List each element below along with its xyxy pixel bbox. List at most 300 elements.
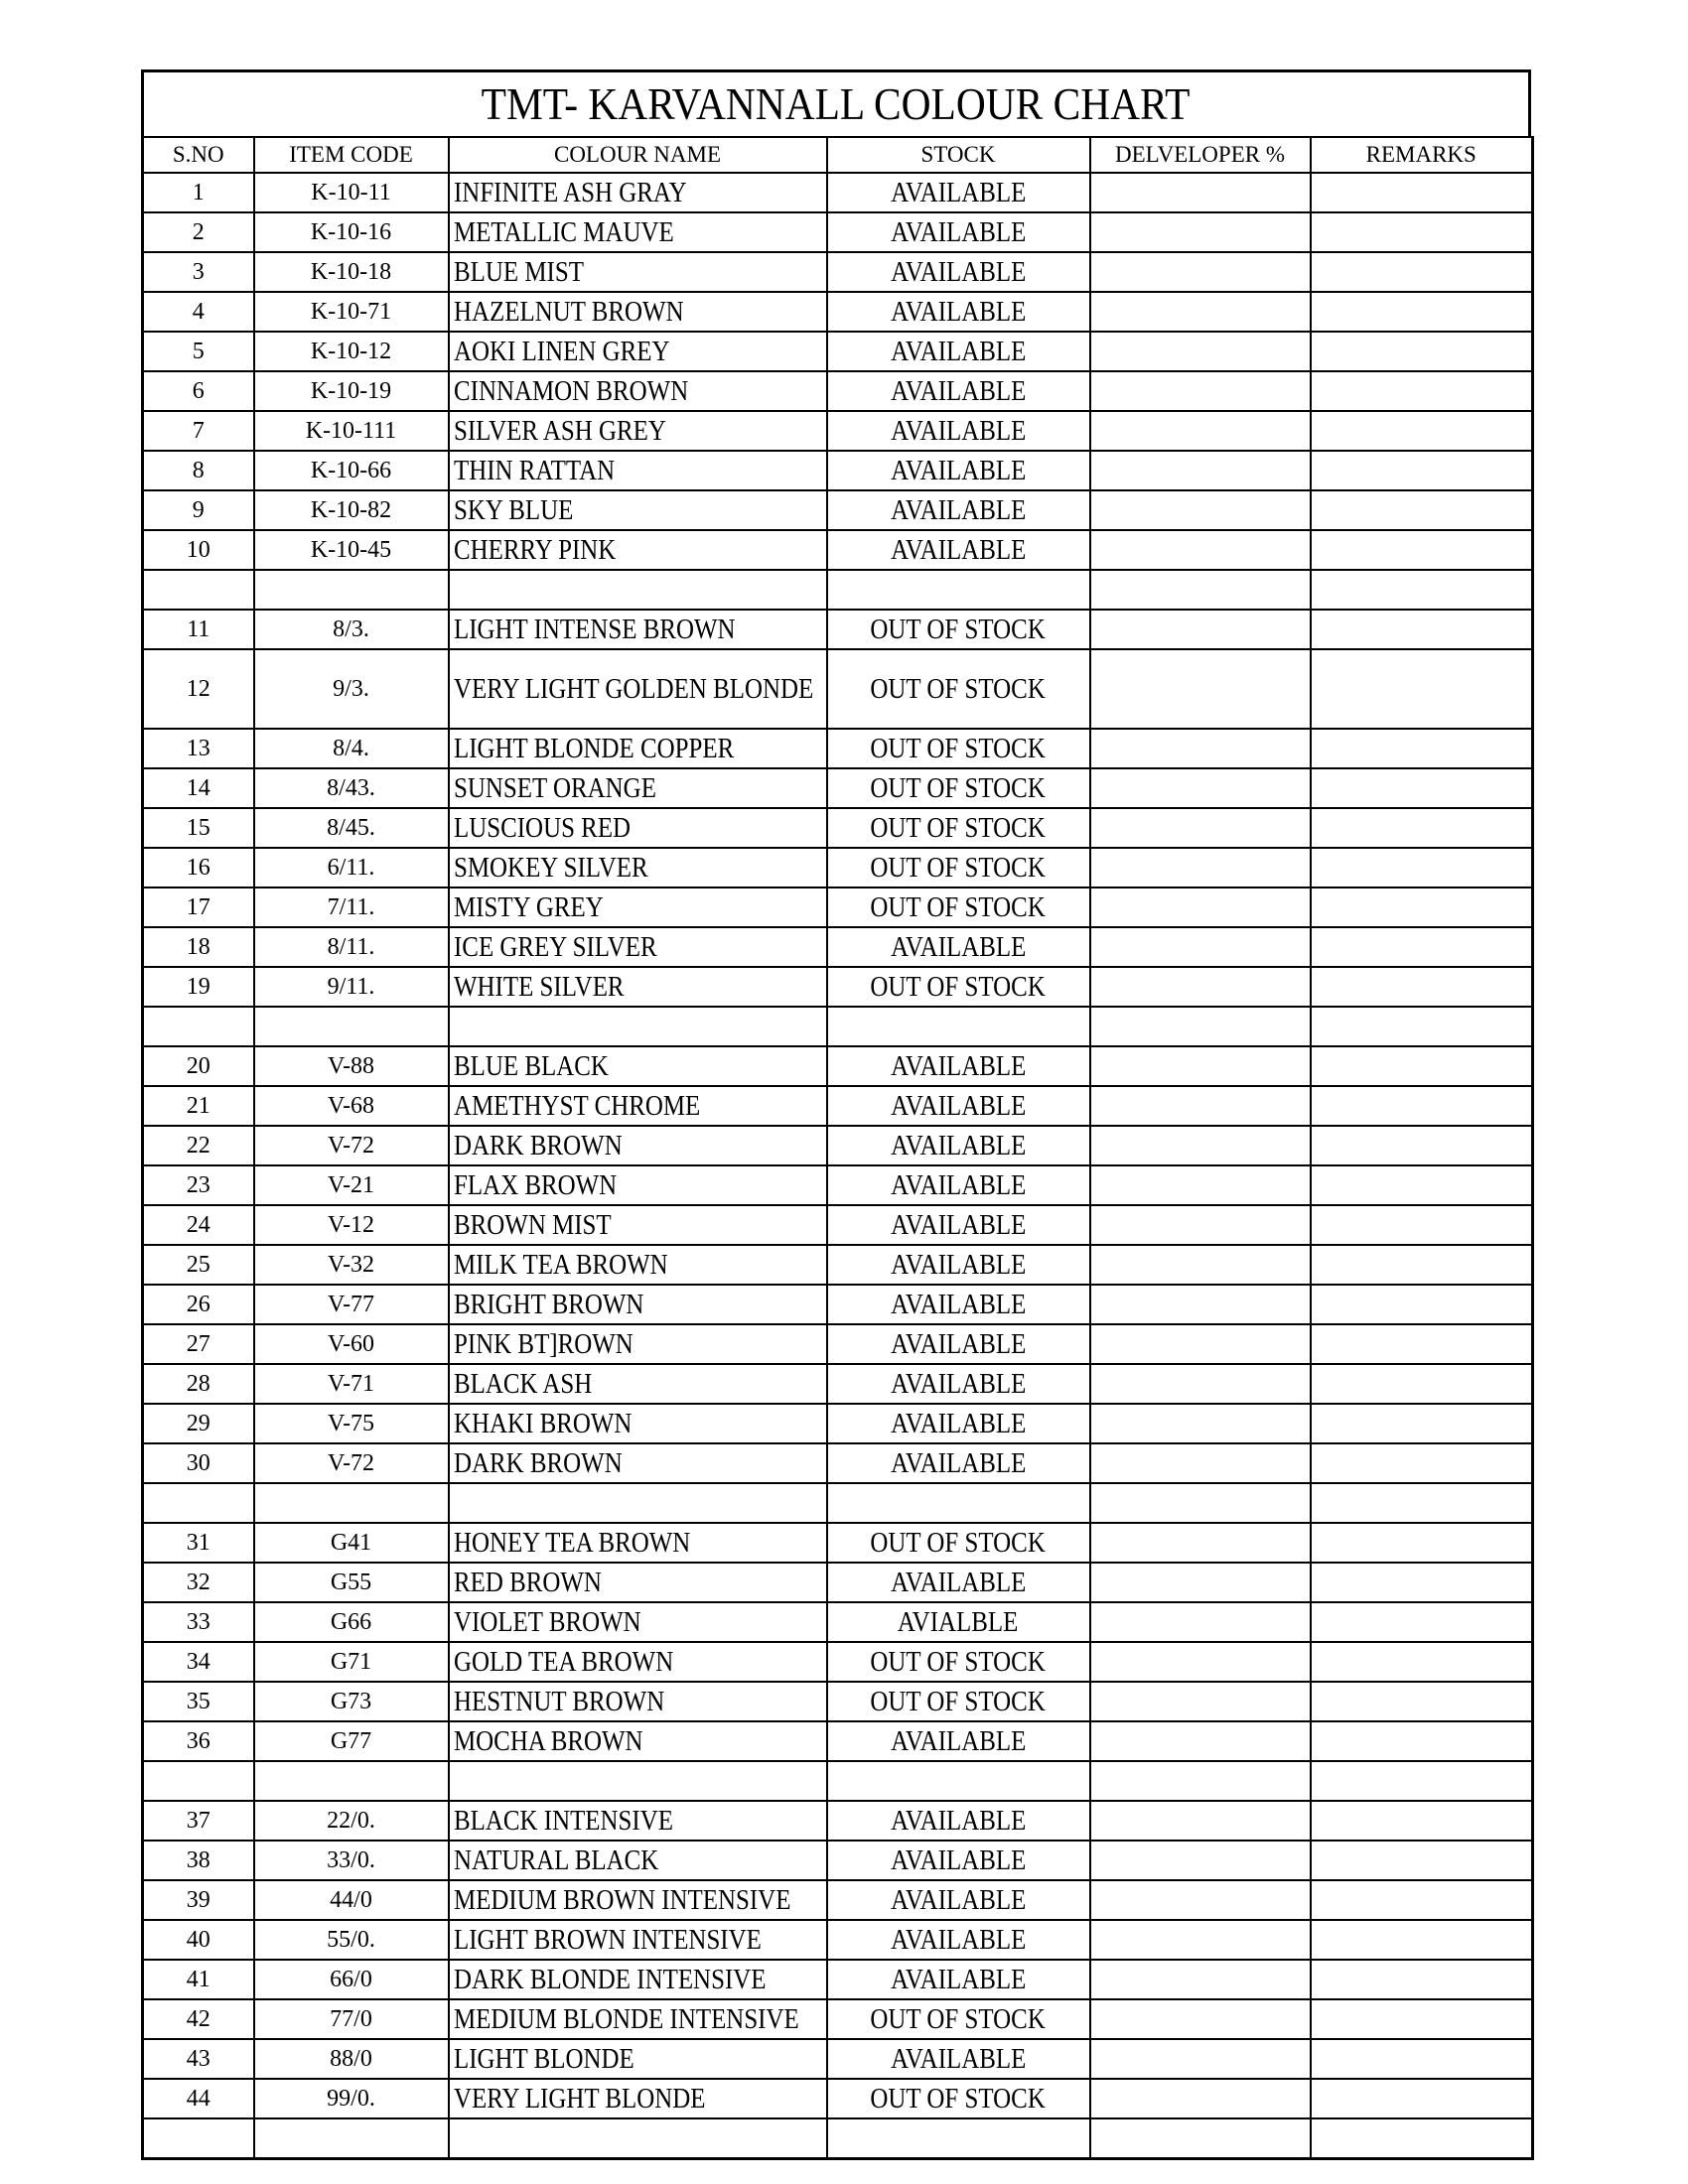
cell-stock [827, 490, 1090, 530]
cell-stock [827, 1126, 1090, 1165]
cell-remarks [1311, 1126, 1533, 1165]
cell-item-code: G71 [254, 1642, 449, 1682]
cell-stock [827, 1999, 1090, 2039]
cell-colour-name [449, 2079, 827, 2118]
cell-colour-name [449, 610, 827, 649]
cell-sno: 42 [143, 1999, 254, 2039]
cell-stock [827, 1404, 1090, 1443]
cell-developer [1090, 1086, 1311, 1126]
cell-colour-name [449, 1245, 827, 1285]
cell-sno: 26 [143, 1285, 254, 1324]
cell-item-code: K-10-66 [254, 451, 449, 490]
table-row [143, 1920, 1533, 1960]
cell-stock-text: OUT OF STOCK [870, 852, 1047, 884]
cell-sno [143, 2118, 254, 2159]
cell-item-code: G77 [254, 1721, 449, 1761]
cell-remarks [1311, 967, 1533, 1007]
cell-item-code: V-32 [254, 1245, 449, 1285]
cell-stock [827, 1602, 1090, 1642]
cell-sno: 28 [143, 1364, 254, 1404]
table-row [143, 490, 1533, 530]
cell-colour-name [449, 1721, 827, 1761]
cell-stock [827, 1920, 1090, 1960]
cell-stock [827, 1960, 1090, 1999]
header-sno: S.NO [143, 137, 254, 173]
cell-sno: 17 [143, 887, 254, 927]
table-row [143, 292, 1533, 332]
cell-stock [827, 451, 1090, 490]
cell-colour-name [449, 1523, 827, 1563]
cell-item-code: V-12 [254, 1205, 449, 1245]
cell-remarks [1311, 1324, 1533, 1364]
cell-developer [1090, 1960, 1311, 1999]
cell-sno: 40 [143, 1920, 254, 1960]
cell-remarks [1311, 530, 1533, 570]
cell-item-code: 77/0 [254, 1999, 449, 2039]
cell-stock-text: OUT OF STOCK [870, 2083, 1047, 2115]
cell-stock [827, 1046, 1090, 1086]
cell-stock-text: OUT OF STOCK [870, 891, 1047, 923]
cell-stock-text: OUT OF STOCK [870, 1527, 1047, 1559]
cell-item-code: V-71 [254, 1364, 449, 1404]
cell-stock-text: AVAILABLE [890, 296, 1027, 328]
cell-stock-text: AVAILABLE [890, 455, 1027, 486]
cell-colour-name [449, 1602, 827, 1642]
cell-stock-text: AVAILABLE [890, 931, 1027, 963]
cell-colour-name-text: BLACK ASH [453, 1368, 592, 1400]
cell-colour-name [449, 1483, 827, 1523]
cell-colour-name-text: CHERRY PINK [453, 534, 616, 566]
cell-colour-name [449, 1443, 827, 1483]
cell-item-code: 22/0. [254, 1801, 449, 1841]
cell-stock-text: OUT OF STOCK [870, 673, 1047, 705]
cell-stock [827, 848, 1090, 887]
cell-colour-name-text: HESTNUT BROWN [453, 1686, 664, 1717]
cell-sno: 41 [143, 1960, 254, 1999]
cell-sno [143, 1483, 254, 1523]
cell-item-code [254, 2118, 449, 2159]
cell-colour-name [449, 1563, 827, 1602]
cell-stock-text: OUT OF STOCK [870, 971, 1047, 1003]
spacer-row [143, 1761, 1533, 1801]
cell-item-code: 8/45. [254, 808, 449, 848]
cell-stock-text: AVAILABLE [890, 1169, 1027, 1201]
cell-item-code: K-10-111 [254, 411, 449, 451]
cell-colour-name [449, 292, 827, 332]
table-row [143, 1324, 1533, 1364]
cell-remarks [1311, 292, 1533, 332]
cell-stock-text: AVAILABLE [890, 216, 1027, 248]
cell-developer [1090, 967, 1311, 1007]
cell-sno: 13 [143, 729, 254, 768]
cell-remarks [1311, 1483, 1533, 1523]
cell-stock [827, 1245, 1090, 1285]
cell-remarks [1311, 332, 1533, 371]
cell-item-code: V-77 [254, 1285, 449, 1324]
cell-developer [1090, 530, 1311, 570]
cell-sno: 29 [143, 1404, 254, 1443]
cell-sno: 9 [143, 490, 254, 530]
cell-colour-name-text: INFINITE ASH GRAY [453, 177, 687, 208]
cell-colour-name-text: VERY LIGHT GOLDEN BLONDE [453, 673, 813, 705]
cell-developer [1090, 490, 1311, 530]
cell-developer [1090, 1682, 1311, 1721]
cell-colour-name-text: MEDIUM BLONDE INTENSIVE [453, 2003, 799, 2035]
cell-colour-name [449, 1682, 827, 1721]
cell-remarks [1311, 2079, 1533, 2118]
cell-colour-name [449, 1761, 827, 1801]
cell-remarks [1311, 1602, 1533, 1642]
cell-stock-text: OUT OF STOCK [870, 772, 1047, 804]
cell-colour-name [449, 1086, 827, 1126]
cell-colour-name [449, 1165, 827, 1205]
cell-remarks [1311, 610, 1533, 649]
cell-remarks [1311, 1086, 1533, 1126]
cell-colour-name [449, 1880, 827, 1920]
cell-item-code: V-68 [254, 1086, 449, 1126]
cell-stock-text: AVAILABLE [890, 1447, 1027, 1479]
cell-stock [827, 1364, 1090, 1404]
cell-stock-text: OUT OF STOCK [870, 812, 1047, 844]
table-row [143, 1404, 1533, 1443]
cell-colour-name [449, 570, 827, 610]
cell-stock [827, 1801, 1090, 1841]
cell-sno: 6 [143, 371, 254, 411]
cell-item-code: G73 [254, 1682, 449, 1721]
cell-item-code [254, 1483, 449, 1523]
cell-stock [827, 927, 1090, 967]
cell-sno: 38 [143, 1841, 254, 1880]
cell-item-code: K-10-82 [254, 490, 449, 530]
cell-colour-name-text: MOCHA BROWN [453, 1725, 643, 1757]
table-row [143, 1245, 1533, 1285]
cell-stock [827, 808, 1090, 848]
cell-developer [1090, 1563, 1311, 1602]
cell-sno: 15 [143, 808, 254, 848]
cell-colour-name-text: FLAX BROWN [453, 1169, 617, 1201]
cell-item-code: 33/0. [254, 1841, 449, 1880]
cell-colour-name [449, 649, 827, 729]
cell-developer [1090, 212, 1311, 252]
cell-stock-text: OUT OF STOCK [870, 733, 1047, 764]
cell-stock [827, 1324, 1090, 1364]
cell-colour-name [449, 1404, 827, 1443]
table-row [143, 411, 1533, 451]
cell-sno: 25 [143, 1245, 254, 1285]
cell-sno: 34 [143, 1642, 254, 1682]
header-developer: DELVELOPER % [1090, 137, 1311, 173]
cell-sno: 35 [143, 1682, 254, 1721]
cell-item-code: K-10-45 [254, 530, 449, 570]
table-row [143, 768, 1533, 808]
cell-stock [827, 212, 1090, 252]
cell-item-code: V-72 [254, 1126, 449, 1165]
cell-sno: 2 [143, 212, 254, 252]
cell-item-code: 44/0 [254, 1880, 449, 1920]
cell-stock-text: AVAILABLE [890, 415, 1027, 447]
cell-remarks [1311, 1920, 1533, 1960]
cell-stock-text: AVAILABLE [890, 1130, 1027, 1161]
table-row [143, 967, 1533, 1007]
cell-stock [827, 1285, 1090, 1324]
spacer-row [143, 1007, 1533, 1046]
cell-item-code: 8/4. [254, 729, 449, 768]
cell-stock [827, 1642, 1090, 1682]
cell-developer [1090, 1801, 1311, 1841]
cell-remarks [1311, 649, 1533, 729]
cell-remarks [1311, 1245, 1533, 1285]
cell-stock-text: AVAILABLE [890, 256, 1027, 288]
cell-item-code: K-10-12 [254, 332, 449, 371]
cell-colour-name [449, 411, 827, 451]
cell-remarks [1311, 1523, 1533, 1563]
cell-colour-name [449, 371, 827, 411]
cell-remarks [1311, 173, 1533, 212]
cell-developer [1090, 1245, 1311, 1285]
cell-colour-name [449, 1046, 827, 1086]
cell-sno: 33 [143, 1602, 254, 1642]
table-row [143, 1165, 1533, 1205]
cell-developer [1090, 411, 1311, 451]
cell-colour-name [449, 530, 827, 570]
cell-sno: 30 [143, 1443, 254, 1483]
cell-sno: 19 [143, 967, 254, 1007]
cell-sno: 5 [143, 332, 254, 371]
cell-stock-text: AVAILABLE [890, 1209, 1027, 1241]
cell-stock-text: AVAILABLE [890, 1249, 1027, 1281]
cell-stock [827, 252, 1090, 292]
cell-remarks [1311, 1443, 1533, 1483]
table-row [143, 927, 1533, 967]
cell-developer [1090, 848, 1311, 887]
cell-item-code: 88/0 [254, 2039, 449, 2079]
cell-remarks [1311, 1404, 1533, 1443]
cell-developer [1090, 1324, 1311, 1364]
cell-sno: 18 [143, 927, 254, 967]
cell-item-code [254, 1007, 449, 1046]
cell-item-code: 55/0. [254, 1920, 449, 1960]
cell-stock [827, 1761, 1090, 1801]
table-row [143, 1046, 1533, 1086]
cell-colour-name-text: DARK BLONDE INTENSIVE [453, 1964, 766, 1995]
cell-remarks [1311, 1841, 1533, 1880]
cell-colour-name-text: LIGHT BLONDE [453, 2043, 634, 2075]
cell-colour-name-text: SUNSET ORANGE [453, 772, 656, 804]
cell-sno: 39 [143, 1880, 254, 1920]
cell-item-code: 9/11. [254, 967, 449, 1007]
table-row [143, 1443, 1533, 1483]
cell-sno: 22 [143, 1126, 254, 1165]
cell-item-code: V-88 [254, 1046, 449, 1086]
cell-stock [827, 173, 1090, 212]
cell-developer [1090, 1999, 1311, 2039]
cell-colour-name [449, 252, 827, 292]
cell-developer [1090, 2118, 1311, 2159]
cell-item-code: 8/3. [254, 610, 449, 649]
table-row [143, 1880, 1533, 1920]
cell-remarks [1311, 2039, 1533, 2079]
cell-developer [1090, 1880, 1311, 1920]
table-row [143, 2039, 1533, 2079]
table-row [143, 530, 1533, 570]
cell-stock-text: AVAILABLE [890, 1924, 1027, 1956]
table-row [143, 212, 1533, 252]
cell-sno: 27 [143, 1324, 254, 1364]
cell-colour-name-text: LIGHT BROWN INTENSIVE [453, 1924, 762, 1956]
table-row [143, 1563, 1533, 1602]
cell-colour-name [449, 2118, 827, 2159]
table-row [143, 1364, 1533, 1404]
spacer-row [143, 2118, 1533, 2159]
cell-sno: 4 [143, 292, 254, 332]
cell-colour-name [449, 1007, 827, 1046]
cell-colour-name-text: NATURAL BLACK [453, 1844, 658, 1876]
cell-sno: 20 [143, 1046, 254, 1086]
table-row [143, 887, 1533, 927]
cell-stock-text: OUT OF STOCK [870, 1646, 1047, 1678]
cell-stock [827, 610, 1090, 649]
cell-remarks [1311, 411, 1533, 451]
cell-item-code: 66/0 [254, 1960, 449, 1999]
cell-developer [1090, 451, 1311, 490]
table-row [143, 1960, 1533, 1999]
table-row [143, 1801, 1533, 1841]
cell-stock [827, 570, 1090, 610]
cell-remarks [1311, 1999, 1533, 2039]
cell-sno [143, 570, 254, 610]
cell-sno: 32 [143, 1563, 254, 1602]
cell-stock-text: AVAILABLE [890, 494, 1027, 526]
cell-remarks [1311, 2118, 1533, 2159]
cell-developer [1090, 1761, 1311, 1801]
table-header-row [143, 137, 1533, 173]
cell-remarks [1311, 1721, 1533, 1761]
cell-colour-name [449, 887, 827, 927]
cell-colour-name [449, 1205, 827, 1245]
cell-developer [1090, 570, 1311, 610]
cell-developer [1090, 1404, 1311, 1443]
cell-item-code: V-72 [254, 1443, 449, 1483]
cell-developer [1090, 1920, 1311, 1960]
cell-sno: 1 [143, 173, 254, 212]
cell-developer [1090, 768, 1311, 808]
cell-stock-text: AVAILABLE [890, 1368, 1027, 1400]
cell-developer [1090, 1841, 1311, 1880]
cell-item-code: K-10-71 [254, 292, 449, 332]
cell-remarks [1311, 887, 1533, 927]
cell-remarks [1311, 451, 1533, 490]
cell-colour-name-text: RED BROWN [453, 1567, 602, 1598]
cell-item-code: 99/0. [254, 2079, 449, 2118]
cell-stock [827, 332, 1090, 371]
cell-remarks [1311, 729, 1533, 768]
cell-stock-text: AVAILABLE [890, 1408, 1027, 1439]
cell-sno: 43 [143, 2039, 254, 2079]
cell-developer [1090, 332, 1311, 371]
cell-stock [827, 2039, 1090, 2079]
cell-stock [827, 967, 1090, 1007]
cell-developer [1090, 887, 1311, 927]
cell-sno: 44 [143, 2079, 254, 2118]
cell-colour-name-text: BLUE MIST [453, 256, 584, 288]
cell-stock [827, 371, 1090, 411]
cell-colour-name [449, 1999, 827, 2039]
cell-item-code: K-10-11 [254, 173, 449, 212]
table-row [143, 1642, 1533, 1682]
table-row [143, 1682, 1533, 1721]
cell-developer [1090, 1642, 1311, 1682]
table-row [143, 1841, 1533, 1880]
cell-colour-name-text: PINK BT]ROWN [453, 1328, 633, 1360]
cell-stock [827, 1165, 1090, 1205]
cell-stock-text: AVAILABLE [890, 336, 1027, 367]
cell-remarks [1311, 1682, 1533, 1721]
cell-colour-name [449, 1841, 827, 1880]
cell-developer [1090, 649, 1311, 729]
cell-colour-name [449, 967, 827, 1007]
cell-sno: 7 [143, 411, 254, 451]
cell-developer [1090, 173, 1311, 212]
cell-remarks [1311, 848, 1533, 887]
cell-developer [1090, 1721, 1311, 1761]
table-row [143, 332, 1533, 371]
cell-colour-name [449, 1285, 827, 1324]
cell-sno: 36 [143, 1721, 254, 1761]
cell-stock-text: AVAILABLE [890, 1567, 1027, 1598]
cell-stock-text: AVAILABLE [890, 1090, 1027, 1122]
table-row [143, 1999, 1533, 2039]
cell-stock-text: AVAILABLE [890, 177, 1027, 208]
cell-colour-name-text: LIGHT INTENSE BROWN [453, 614, 736, 645]
cell-colour-name-text: THIN RATTAN [453, 455, 615, 486]
table-row [143, 371, 1533, 411]
cell-stock-text: AVAILABLE [890, 1725, 1027, 1757]
colour-chart-table [141, 136, 1534, 2160]
table-row [143, 1086, 1533, 1126]
cell-remarks [1311, 212, 1533, 252]
table-row [143, 649, 1533, 729]
table-row [143, 252, 1533, 292]
cell-developer [1090, 1483, 1311, 1523]
cell-stock-text: AVIALBLE [898, 1606, 1019, 1638]
cell-stock-text: AVAILABLE [890, 534, 1027, 566]
cell-stock-text: AVAILABLE [890, 1964, 1027, 1995]
cell-sno [143, 1761, 254, 1801]
cell-sno: 31 [143, 1523, 254, 1563]
cell-developer [1090, 808, 1311, 848]
cell-colour-name-text: VIOLET BROWN [453, 1606, 641, 1638]
cell-stock-text: OUT OF STOCK [870, 1686, 1047, 1717]
chart-title: TMT- KARVANNALL COLOUR CHART [482, 78, 1191, 129]
cell-remarks [1311, 768, 1533, 808]
spacer-row [143, 1483, 1533, 1523]
cell-colour-name-text: MISTY GREY [453, 891, 604, 923]
cell-colour-name-text: AOKI LINEN GREY [453, 336, 669, 367]
cell-sno: 14 [143, 768, 254, 808]
cell-remarks [1311, 1364, 1533, 1404]
cell-colour-name-text: ICE GREY SILVER [453, 931, 657, 963]
cell-sno: 10 [143, 530, 254, 570]
cell-stock [827, 1483, 1090, 1523]
cell-colour-name-text: MILK TEA BROWN [453, 1249, 668, 1281]
table-row [143, 1602, 1533, 1642]
cell-colour-name-text: DARK BROWN [453, 1130, 623, 1161]
cell-colour-name [449, 2039, 827, 2079]
cell-item-code: V-21 [254, 1165, 449, 1205]
cell-developer [1090, 1205, 1311, 1245]
cell-stock [827, 1563, 1090, 1602]
cell-colour-name-text: DARK BROWN [453, 1447, 623, 1479]
